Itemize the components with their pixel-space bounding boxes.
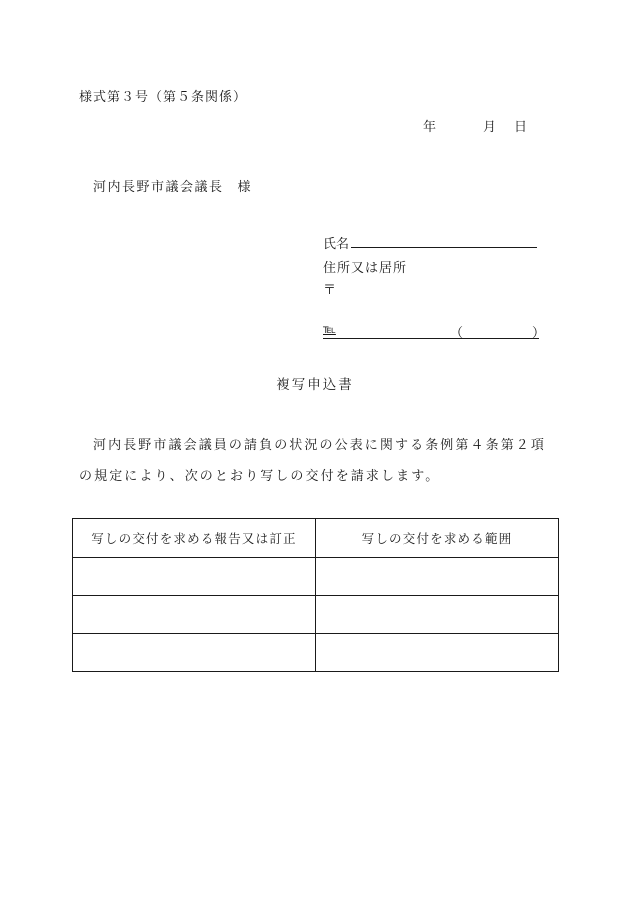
table-cell-report[interactable] [73,596,316,634]
body-text-line-2: の規定により、次のとおり写しの交付を請求します。 [79,469,441,484]
date-month-label: 月 [483,120,497,135]
tel-field[interactable] [323,322,546,341]
date-day-label: 日 [514,120,528,135]
table-cell-range[interactable] [316,596,559,634]
request-table [72,518,559,672]
name-label: 氏名 [323,237,350,252]
tel-paren-open: （ [450,326,464,341]
applicant-name-row [323,233,537,252]
name-field[interactable] [351,233,537,248]
addressee-honorific: 様 [237,180,253,195]
tel-label: ℡ [323,322,336,336]
table-cell-report[interactable] [73,634,316,672]
table-row [73,596,559,634]
table-header-row [73,519,559,558]
table-cell-range[interactable] [316,634,559,672]
address-label: 住所又は居所 [323,261,408,276]
table-row [73,558,559,596]
date-year-label: 年 [423,120,437,135]
table-cell-range[interactable] [316,558,559,596]
table-header-report: 写しの交付を求める報告又は訂正 [73,519,316,558]
tel-paren-close: ） [532,326,546,341]
form-number: 様式第３号（第５条関係） [79,90,248,105]
addressee [93,176,252,195]
document-title: 複写申込書 [276,377,354,393]
table-header-range: 写しの交付を求める範囲 [316,519,559,558]
body-text-line-1: 河内長野市議会議員の請負の状況の公表に関する条例第４条第２項 [93,438,547,453]
postal-mark: 〒 [323,283,337,298]
table-cell-report[interactable] [73,558,316,596]
table-row [73,634,559,672]
addressee-name: 河内長野市議会議長 [93,180,224,195]
